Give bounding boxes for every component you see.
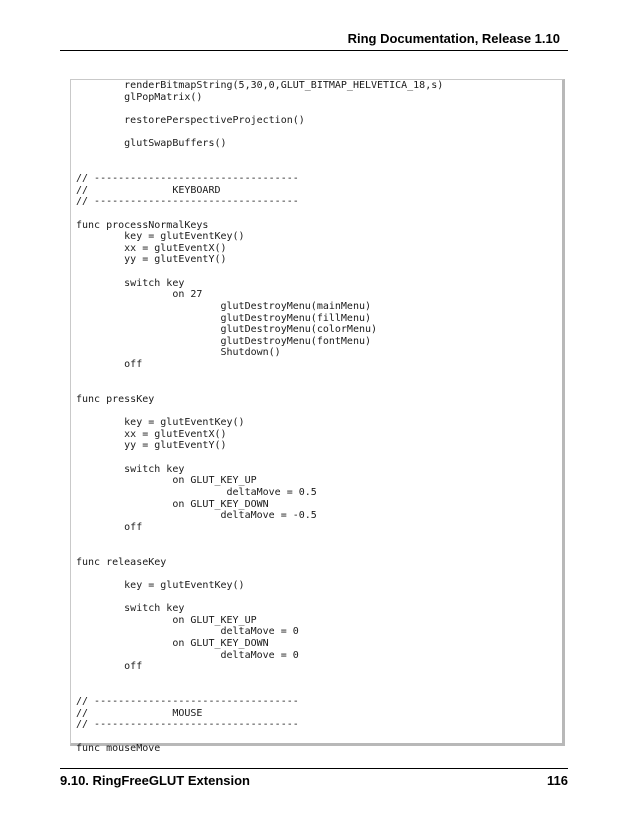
code-line: off — [76, 661, 143, 673]
code-line — [76, 406, 562, 418]
code-line: func processNormalKeys — [76, 219, 209, 231]
code-line: // ---------------------------------- — [76, 173, 299, 184]
code-line — [76, 161, 562, 173]
code-line: glutDestroyMenu(mainMenu) — [76, 300, 372, 312]
code-line: yy = glutEventY() — [76, 254, 227, 266]
code-line: // MOUSE — [76, 707, 203, 719]
code-line — [76, 266, 562, 278]
code-line: xx = glutEventX() — [76, 242, 227, 254]
footer-rule — [60, 768, 568, 769]
code-line: deltaMove = -0.5 — [76, 510, 317, 522]
code-block — [70, 79, 565, 754]
code-line: renderBitmapString(5,30,0,GLUT_BITMAP_HELVETICA_18,s) — [76, 80, 444, 91]
code-line: key = glutEventKey() — [76, 417, 245, 429]
code-line: glutDestroyMenu(colorMenu) — [76, 324, 378, 336]
code-line: key = glutEventKey() — [76, 579, 245, 591]
code-line: Shutdown() — [76, 347, 281, 359]
code-line: glutDestroyMenu(fontMenu) — [76, 335, 372, 347]
page-number: 116 — [547, 773, 568, 788]
code-line — [76, 150, 562, 162]
code-line — [76, 533, 562, 545]
header-rule — [60, 50, 568, 51]
code-line: on GLUT_KEY_UP — [76, 614, 257, 626]
code-line — [76, 673, 562, 685]
code-line: glutSwapBuffers() — [76, 138, 227, 150]
code-line: off — [76, 359, 143, 370]
code-line — [76, 103, 562, 115]
code-listing — [71, 80, 562, 754]
code-line: restorePerspectiveProjection() — [76, 114, 305, 126]
code-line — [76, 371, 562, 383]
code-line — [76, 592, 562, 604]
code-line — [76, 452, 562, 464]
code-line — [76, 731, 562, 743]
code-line: on 27 — [76, 289, 203, 301]
code-line: glutDestroyMenu(fillMenu) — [76, 312, 372, 324]
code-line — [76, 568, 562, 580]
code-line: switch key — [76, 603, 185, 615]
code-line: on GLUT_KEY_DOWN — [76, 638, 269, 649]
code-line: switch key — [76, 463, 185, 475]
code-line: func pressKey — [76, 393, 155, 405]
code-line: on GLUT_KEY_DOWN — [76, 498, 269, 510]
code-line: on GLUT_KEY_UP — [76, 475, 257, 487]
code-line — [76, 208, 562, 220]
code-line: switch key — [76, 277, 185, 289]
code-line: yy = glutEventY() — [76, 440, 227, 452]
code-line: glPopMatrix() — [76, 91, 203, 103]
footer-section-title: 9.10. RingFreeGLUT Extension — [60, 773, 250, 788]
code-line: xx = glutEventX() — [76, 428, 227, 440]
code-line: // ---------------------------------- — [76, 719, 299, 731]
code-line: // ---------------------------------- — [76, 696, 299, 708]
code-line: deltaMove = 0 — [76, 649, 299, 661]
code-line: key = glutEventKey() — [76, 231, 245, 243]
code-line — [76, 382, 562, 394]
code-line: // ---------------------------------- — [76, 196, 299, 208]
code-line: // KEYBOARD — [76, 184, 221, 196]
code-line — [76, 127, 562, 139]
code-line — [76, 545, 562, 557]
running-header-title: Ring Documentation, Release 1.10 — [347, 31, 560, 46]
code-line — [76, 685, 562, 697]
code-line: deltaMove = 0 — [76, 626, 299, 638]
code-line: func mouseMove — [76, 742, 161, 754]
code-line: off — [76, 521, 143, 533]
code-line: deltaMove = 0.5 — [76, 486, 317, 498]
code-line: func releaseKey — [76, 556, 167, 568]
